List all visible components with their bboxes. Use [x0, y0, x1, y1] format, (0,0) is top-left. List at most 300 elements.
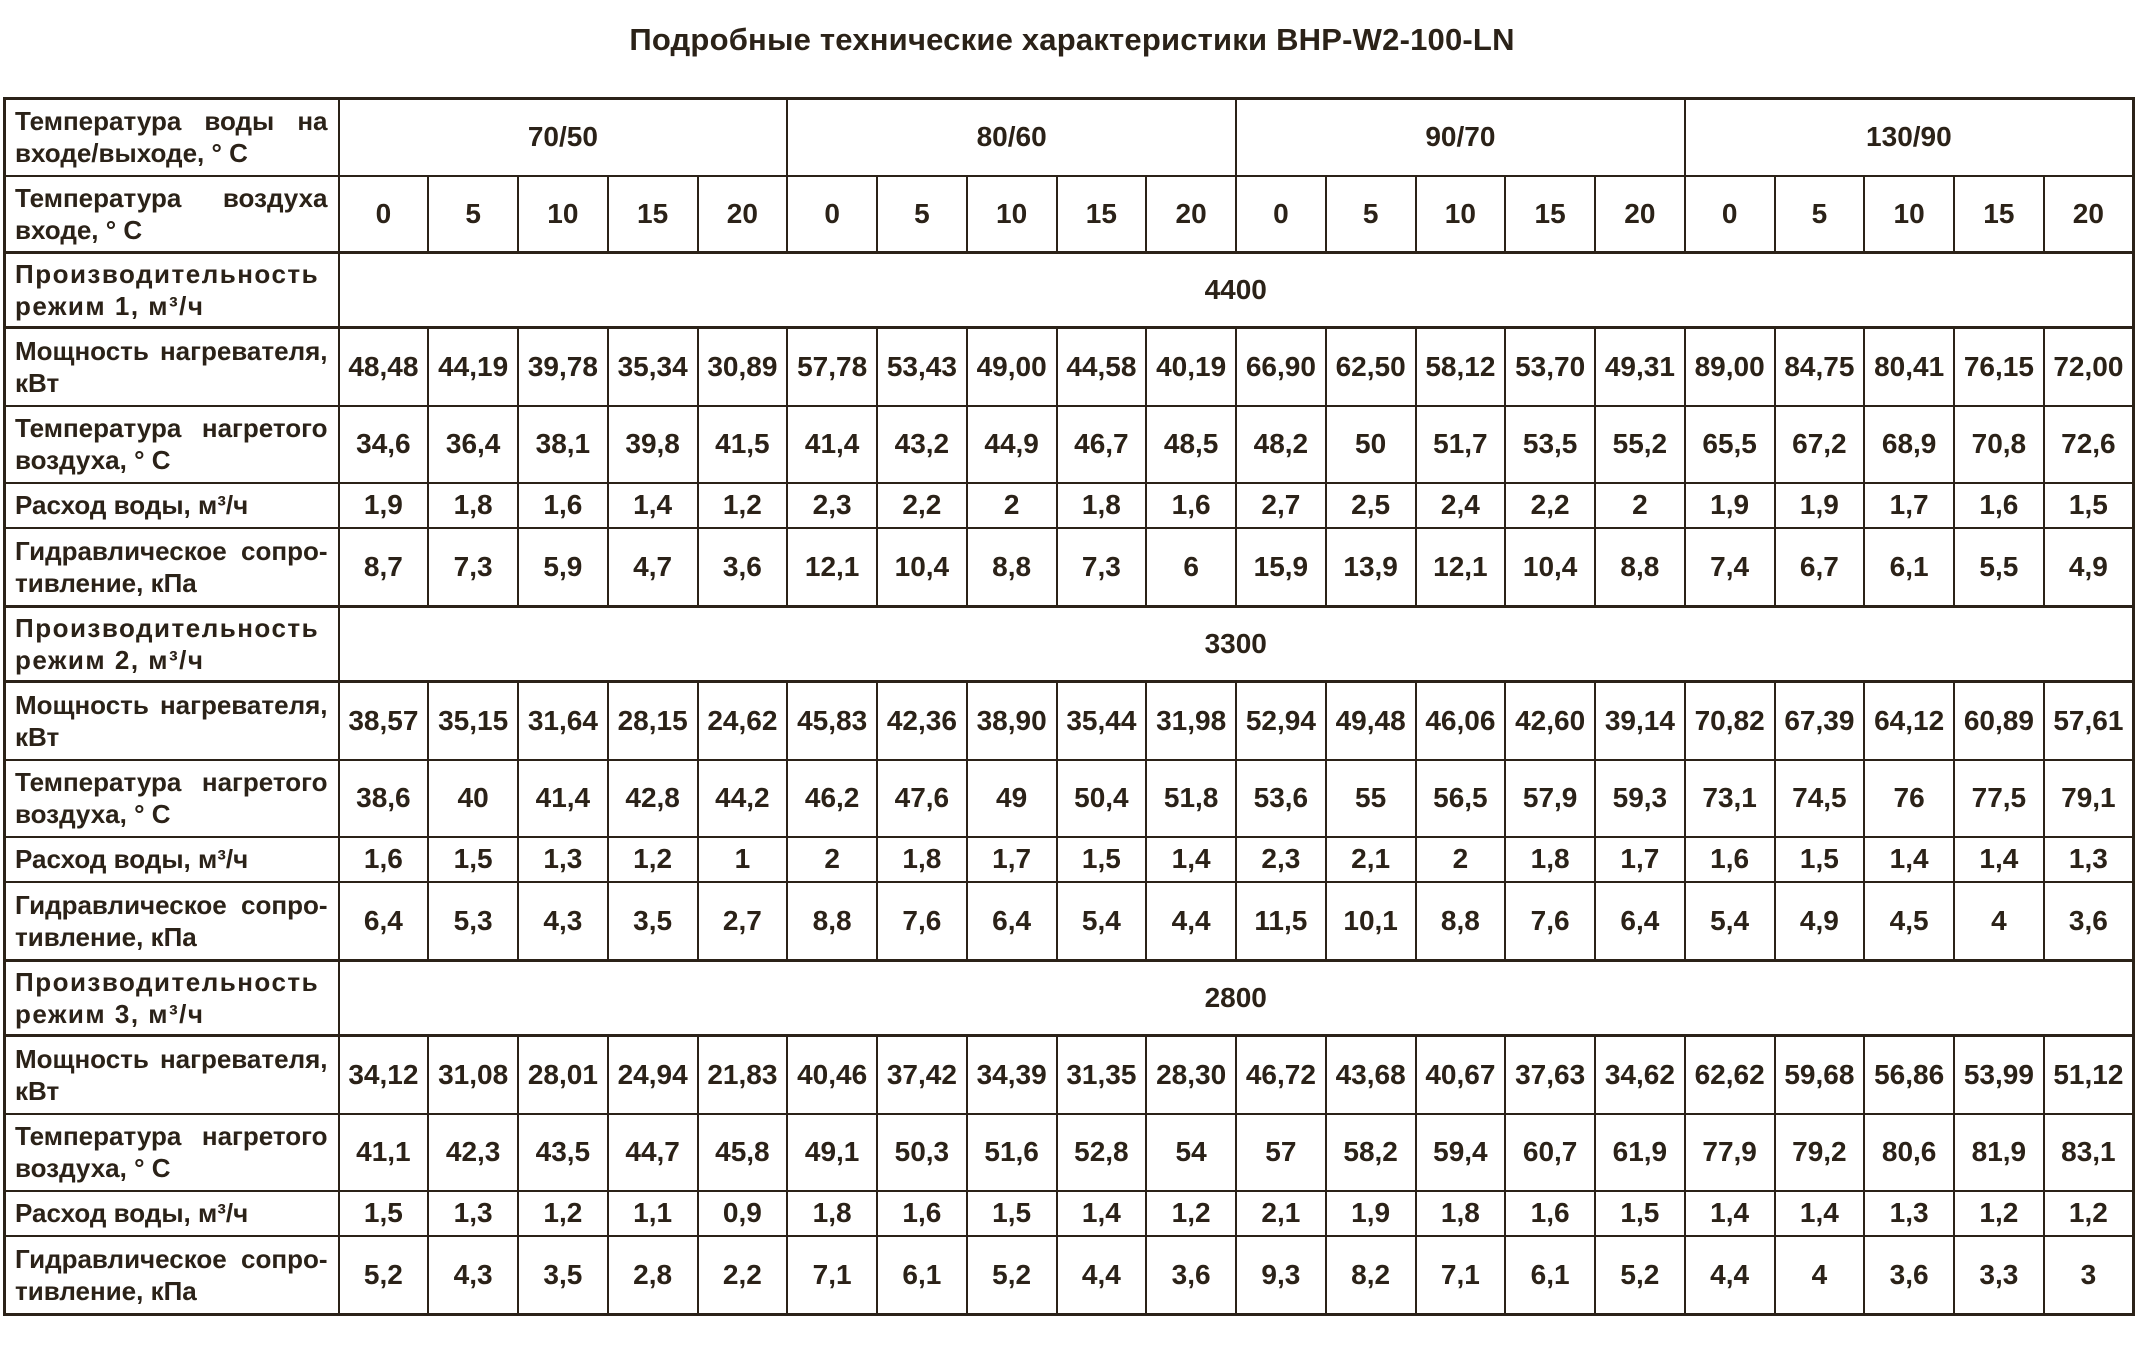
value-cell: 55,2 [1595, 406, 1685, 483]
value-cell: 20 [1595, 176, 1685, 253]
value-cell: 43,2 [877, 406, 967, 483]
capacity-value-mode-2: 3300 [339, 607, 2134, 682]
value-cell: 0 [1236, 176, 1326, 253]
value-cell: 1,8 [877, 837, 967, 882]
value-cell: 6,4 [1595, 882, 1685, 961]
value-cell: 10 [518, 176, 608, 253]
value-cell: 1,2 [698, 483, 788, 528]
value-cell: 2,2 [698, 1236, 788, 1315]
value-cell: 53,99 [1954, 1036, 2044, 1114]
value-cell: 56,5 [1416, 760, 1506, 837]
row-label-heated-air-temp: Температура нагретого воздуха, ° С [5, 1114, 339, 1191]
value-cell: 42,8 [608, 760, 698, 837]
value-cell: 59,4 [1416, 1114, 1506, 1191]
value-cell: 1,1 [608, 1191, 698, 1236]
value-cell: 61,9 [1595, 1114, 1685, 1191]
value-cell: 39,78 [518, 328, 608, 406]
value-cell: 60,7 [1505, 1114, 1595, 1191]
value-cell: 34,39 [967, 1036, 1057, 1114]
value-cell: 3,6 [1864, 1236, 1954, 1315]
value-cell: 8,8 [1416, 882, 1506, 961]
value-cell: 10,1 [1326, 882, 1416, 961]
value-cell: 20 [2044, 176, 2134, 253]
value-cell: 24,62 [698, 682, 788, 760]
value-cell: 2,2 [877, 483, 967, 528]
value-cell: 2,1 [1326, 837, 1416, 882]
value-cell: 62,62 [1685, 1036, 1775, 1114]
value-cell: 55 [1326, 760, 1416, 837]
value-cell: 1,2 [1954, 1191, 2044, 1236]
capacity-row-mode-2 [5, 607, 2134, 682]
value-cell: 43,5 [518, 1114, 608, 1191]
value-cell: 44,7 [608, 1114, 698, 1191]
value-cell: 3 [2044, 1236, 2134, 1315]
value-cell: 40 [428, 760, 518, 837]
value-cell: 43,68 [1326, 1036, 1416, 1114]
value-cell: 8,2 [1326, 1236, 1416, 1315]
heated-air-temp-row-mode-3 [5, 1114, 2134, 1191]
value-cell: 42,3 [428, 1114, 518, 1191]
value-cell: 73,1 [1685, 760, 1775, 837]
value-cell: 12,1 [787, 528, 877, 607]
heated-air-temp-row-mode-1 [5, 406, 2134, 483]
value-cell: 57,9 [1505, 760, 1595, 837]
value-cell: 67,2 [1775, 406, 1865, 483]
value-cell: 2,3 [1236, 837, 1326, 882]
value-cell: 49,1 [787, 1114, 877, 1191]
row-label-hydraulic-resistance: Гидравлическое сопро-тивление, кПа [5, 528, 339, 607]
value-cell: 1,7 [1864, 483, 1954, 528]
value-cell: 52,8 [1057, 1114, 1147, 1191]
value-cell: 2,3 [787, 483, 877, 528]
value-cell: 4,3 [428, 1236, 518, 1315]
value-cell: 5,4 [1685, 882, 1775, 961]
value-cell: 5,3 [428, 882, 518, 961]
value-cell: 4,4 [1057, 1236, 1147, 1315]
value-cell: 10,4 [1505, 528, 1595, 607]
value-cell: 80,6 [1864, 1114, 1954, 1191]
value-cell: 57,78 [787, 328, 877, 406]
value-cell: 40,46 [787, 1036, 877, 1114]
value-cell: 3,5 [608, 882, 698, 961]
value-cell: 1,4 [608, 483, 698, 528]
value-cell: 45,8 [698, 1114, 788, 1191]
row-label-capacity-mode-1: Производительность режим 1, м³/ч [5, 253, 339, 328]
value-cell: 3,6 [1146, 1236, 1236, 1315]
value-cell: 4,7 [608, 528, 698, 607]
value-cell: 1,4 [1775, 1191, 1865, 1236]
value-cell: 3,3 [1954, 1236, 2044, 1315]
power-row-mode-1 [5, 328, 2134, 406]
value-cell: 1,3 [1864, 1191, 1954, 1236]
value-cell: 31,08 [428, 1036, 518, 1114]
group-header-90-70: 90/70 [1236, 99, 1685, 176]
value-cell: 1,4 [1864, 837, 1954, 882]
value-cell: 53,6 [1236, 760, 1326, 837]
value-cell: 35,15 [428, 682, 518, 760]
value-cell: 44,2 [698, 760, 788, 837]
value-cell: 57 [1236, 1114, 1326, 1191]
value-cell: 10 [1416, 176, 1506, 253]
value-cell: 53,5 [1505, 406, 1595, 483]
value-cell: 1,5 [339, 1191, 429, 1236]
value-cell: 49,48 [1326, 682, 1416, 760]
value-cell: 74,5 [1775, 760, 1865, 837]
value-cell: 28,15 [608, 682, 698, 760]
value-cell: 64,12 [1864, 682, 1954, 760]
value-cell: 1,6 [1505, 1191, 1595, 1236]
value-cell: 46,06 [1416, 682, 1506, 760]
value-cell: 77,9 [1685, 1114, 1775, 1191]
value-cell: 0 [339, 176, 429, 253]
water-flow-row-mode-3 [5, 1191, 2134, 1236]
value-cell: 5,4 [1057, 882, 1147, 961]
value-cell: 1,8 [1505, 837, 1595, 882]
value-cell: 1,2 [608, 837, 698, 882]
value-cell: 6,4 [339, 882, 429, 961]
value-cell: 62,50 [1326, 328, 1416, 406]
value-cell: 53,43 [877, 328, 967, 406]
value-cell: 0 [1685, 176, 1775, 253]
row-label-heated-air-temp: Температура нагретого воздуха, ° С [5, 760, 339, 837]
value-cell: 1,6 [877, 1191, 967, 1236]
value-cell: 70,82 [1685, 682, 1775, 760]
value-cell: 37,42 [877, 1036, 967, 1114]
value-cell: 12,1 [1416, 528, 1506, 607]
value-cell: 76 [1864, 760, 1954, 837]
value-cell: 8,8 [967, 528, 1057, 607]
value-cell: 38,57 [339, 682, 429, 760]
value-cell: 48,5 [1146, 406, 1236, 483]
value-cell: 4,3 [518, 882, 608, 961]
value-cell: 3,6 [698, 528, 788, 607]
value-cell: 2 [1416, 837, 1506, 882]
value-cell: 31,98 [1146, 682, 1236, 760]
value-cell: 1,9 [1326, 1191, 1416, 1236]
capacity-value-mode-1: 4400 [339, 253, 2134, 328]
value-cell: 1,8 [1057, 483, 1147, 528]
value-cell: 39,14 [1595, 682, 1685, 760]
value-cell: 1,9 [1685, 483, 1775, 528]
value-cell: 5,2 [339, 1236, 429, 1315]
value-cell: 4 [1954, 882, 2044, 961]
value-cell: 20 [698, 176, 788, 253]
value-cell: 1,2 [1146, 1191, 1236, 1236]
value-cell: 1,4 [1057, 1191, 1147, 1236]
value-cell: 5 [877, 176, 967, 253]
value-cell: 7,1 [1416, 1236, 1506, 1315]
value-cell: 80,41 [1864, 328, 1954, 406]
value-cell: 8,7 [339, 528, 429, 607]
value-cell: 2,8 [608, 1236, 698, 1315]
value-cell: 47,6 [877, 760, 967, 837]
hydraulic-resistance-row-mode-2 [5, 882, 2134, 961]
value-cell: 30,89 [698, 328, 788, 406]
value-cell: 51,8 [1146, 760, 1236, 837]
value-cell: 9,3 [1236, 1236, 1326, 1315]
group-header-80-60: 80/60 [787, 99, 1236, 176]
row-label-hydraulic-resistance: Гидравлическое сопро-тивление, кПа [5, 882, 339, 961]
value-cell: 77,5 [1954, 760, 2044, 837]
row-label-capacity-mode-3: Производительность режим 3, м³/ч [5, 961, 339, 1036]
row-label-heated-air-temp: Температура нагретого воздуха, ° С [5, 406, 339, 483]
value-cell: 4 [1775, 1236, 1865, 1315]
value-cell: 20 [1146, 176, 1236, 253]
value-cell: 37,63 [1505, 1036, 1595, 1114]
value-cell: 2,1 [1236, 1191, 1326, 1236]
value-cell: 49,31 [1595, 328, 1685, 406]
value-cell: 1,8 [787, 1191, 877, 1236]
value-cell: 81,9 [1954, 1114, 2044, 1191]
value-cell: 1,5 [1775, 837, 1865, 882]
value-cell: 8,8 [787, 882, 877, 961]
value-cell: 8,8 [1595, 528, 1685, 607]
value-cell: 35,34 [608, 328, 698, 406]
value-cell: 40,67 [1416, 1036, 1506, 1114]
value-cell: 1,5 [428, 837, 518, 882]
value-cell: 15 [1505, 176, 1595, 253]
value-cell: 42,60 [1505, 682, 1595, 760]
value-cell: 28,01 [518, 1036, 608, 1114]
row-label-water-flow: Расход воды, м³/ч [5, 483, 339, 528]
water-flow-row-mode-1 [5, 483, 2134, 528]
value-cell: 2,2 [1505, 483, 1595, 528]
capacity-row-mode-1 [5, 253, 2134, 328]
value-cell: 10,4 [877, 528, 967, 607]
value-cell: 41,5 [698, 406, 788, 483]
value-cell: 50,3 [877, 1114, 967, 1191]
value-cell: 3,6 [2044, 882, 2134, 961]
value-cell: 72,6 [2044, 406, 2134, 483]
value-cell: 7,6 [1505, 882, 1595, 961]
value-cell: 4,5 [1864, 882, 1954, 961]
value-cell: 48,2 [1236, 406, 1326, 483]
value-cell: 65,5 [1685, 406, 1775, 483]
value-cell: 44,19 [428, 328, 518, 406]
value-cell: 45,83 [787, 682, 877, 760]
value-cell: 15 [1057, 176, 1147, 253]
heated-air-temp-row-mode-2 [5, 760, 2134, 837]
value-cell: 34,6 [339, 406, 429, 483]
value-cell: 1,2 [518, 1191, 608, 1236]
value-cell: 6,7 [1775, 528, 1865, 607]
value-cell: 1,6 [1954, 483, 2044, 528]
value-cell: 1,6 [1146, 483, 1236, 528]
value-cell: 44,58 [1057, 328, 1147, 406]
hydraulic-resistance-row-mode-3 [5, 1236, 2134, 1315]
value-cell: 6,1 [1864, 528, 1954, 607]
value-cell: 42,36 [877, 682, 967, 760]
value-cell: 66,90 [1236, 328, 1326, 406]
value-cell: 1,6 [1685, 837, 1775, 882]
value-cell: 4,9 [1775, 882, 1865, 961]
value-cell: 46,72 [1236, 1036, 1326, 1114]
value-cell: 31,35 [1057, 1036, 1147, 1114]
value-cell: 15,9 [1236, 528, 1326, 607]
value-cell: 38,1 [518, 406, 608, 483]
value-cell: 7,4 [1685, 528, 1775, 607]
value-cell: 79,1 [2044, 760, 2134, 837]
value-cell: 7,6 [877, 882, 967, 961]
value-cell: 51,7 [1416, 406, 1506, 483]
page-title: Подробные технические характеристики BHP-W2-100-LN [629, 22, 1515, 57]
value-cell: 5,2 [967, 1236, 1057, 1315]
value-cell: 46,2 [787, 760, 877, 837]
value-cell: 1,9 [339, 483, 429, 528]
value-cell: 3,5 [518, 1236, 608, 1315]
value-cell: 7,1 [787, 1236, 877, 1315]
value-cell: 1,7 [967, 837, 1057, 882]
value-cell: 39,8 [608, 406, 698, 483]
value-cell: 15 [608, 176, 698, 253]
value-cell: 10 [967, 176, 1057, 253]
row-label-water-flow: Расход воды, м³/ч [5, 837, 339, 882]
value-cell: 31,64 [518, 682, 608, 760]
row-label-capacity-mode-2: Производительность режим 2, м³/ч [5, 607, 339, 682]
value-cell: 1,4 [1685, 1191, 1775, 1236]
value-cell: 4,9 [2044, 528, 2134, 607]
value-cell: 1,4 [1954, 837, 2044, 882]
value-cell: 6 [1146, 528, 1236, 607]
value-cell: 51,12 [2044, 1036, 2134, 1114]
value-cell: 1,6 [339, 837, 429, 882]
value-cell: 1,8 [1416, 1191, 1506, 1236]
row-label-air-temp: Температура воздуха входе, ° С [5, 176, 339, 253]
value-cell: 2 [787, 837, 877, 882]
row-label-hydraulic-resistance: Гидравлическое сопро-тивление, кПа [5, 1236, 339, 1315]
power-row-mode-3 [5, 1036, 2134, 1114]
value-cell: 1 [698, 837, 788, 882]
value-cell: 15 [1954, 176, 2044, 253]
value-cell: 41,4 [518, 760, 608, 837]
value-cell: 51,6 [967, 1114, 1057, 1191]
value-cell: 49,00 [967, 328, 1057, 406]
value-cell: 1,7 [1595, 837, 1685, 882]
value-cell: 5 [1326, 176, 1416, 253]
value-cell: 49 [967, 760, 1057, 837]
row-label-heater-power: Мощность нагревателя, кВт [5, 682, 339, 760]
value-cell: 34,62 [1595, 1036, 1685, 1114]
value-cell: 2,5 [1326, 483, 1416, 528]
value-cell: 79,2 [1775, 1114, 1865, 1191]
row-label-water-flow: Расход воды, м³/ч [5, 1191, 339, 1236]
value-cell: 83,1 [2044, 1114, 2134, 1191]
value-cell: 41,1 [339, 1114, 429, 1191]
value-cell: 2,7 [698, 882, 788, 961]
value-cell: 84,75 [1775, 328, 1865, 406]
value-cell: 7,3 [428, 528, 518, 607]
value-cell: 6,4 [967, 882, 1057, 961]
value-cell: 54 [1146, 1114, 1236, 1191]
value-cell: 52,94 [1236, 682, 1326, 760]
value-cell: 1,3 [2044, 837, 2134, 882]
power-row-mode-2 [5, 682, 2134, 760]
water-temp-header-row [5, 99, 2134, 176]
value-cell: 48,48 [339, 328, 429, 406]
water-flow-row-mode-2 [5, 837, 2134, 882]
hydraulic-resistance-row-mode-1 [5, 528, 2134, 607]
value-cell: 13,9 [1326, 528, 1416, 607]
row-label-heater-power: Мощность нагревателя, кВт [5, 328, 339, 406]
air-temp-row [5, 176, 2134, 253]
value-cell: 2,7 [1236, 483, 1326, 528]
value-cell: 6,1 [1505, 1236, 1595, 1315]
value-cell: 1,3 [428, 1191, 518, 1236]
value-cell: 56,86 [1864, 1036, 1954, 1114]
value-cell: 0,9 [698, 1191, 788, 1236]
value-cell: 2 [1595, 483, 1685, 528]
group-header-130-90: 130/90 [1685, 99, 2134, 176]
value-cell: 7,3 [1057, 528, 1147, 607]
value-cell: 58,2 [1326, 1114, 1416, 1191]
value-cell: 59,68 [1775, 1036, 1865, 1114]
value-cell: 44,9 [967, 406, 1057, 483]
value-cell: 1,9 [1775, 483, 1865, 528]
value-cell: 53,70 [1505, 328, 1595, 406]
value-cell: 38,90 [967, 682, 1057, 760]
value-cell: 57,61 [2044, 682, 2134, 760]
value-cell: 41,4 [787, 406, 877, 483]
value-cell: 59,3 [1595, 760, 1685, 837]
value-cell: 50 [1326, 406, 1416, 483]
value-cell: 72,00 [2044, 328, 2134, 406]
capacity-value-mode-3: 2800 [339, 961, 2134, 1036]
row-label-heater-power: Мощность нагревателя, кВт [5, 1036, 339, 1114]
value-cell: 5,9 [518, 528, 608, 607]
value-cell: 5,5 [1954, 528, 2044, 607]
value-cell: 1,3 [518, 837, 608, 882]
value-cell: 40,19 [1146, 328, 1236, 406]
value-cell: 60,89 [1954, 682, 2044, 760]
value-cell: 58,12 [1416, 328, 1506, 406]
value-cell: 2 [967, 483, 1057, 528]
value-cell: 4,4 [1146, 882, 1236, 961]
value-cell: 2,4 [1416, 483, 1506, 528]
value-cell: 5,2 [1595, 1236, 1685, 1315]
value-cell: 10 [1864, 176, 1954, 253]
row-label-water-temp: Температура воды на входе/выходе, ° С [5, 99, 339, 176]
value-cell: 1,6 [518, 483, 608, 528]
value-cell: 6,1 [877, 1236, 967, 1315]
value-cell: 89,00 [1685, 328, 1775, 406]
value-cell: 21,83 [698, 1036, 788, 1114]
value-cell: 1,4 [1146, 837, 1236, 882]
value-cell: 68,9 [1864, 406, 1954, 483]
group-header-70-50: 70/50 [339, 99, 788, 176]
value-cell: 67,39 [1775, 682, 1865, 760]
value-cell: 35,44 [1057, 682, 1147, 760]
value-cell: 1,5 [1595, 1191, 1685, 1236]
value-cell: 36,4 [428, 406, 518, 483]
value-cell: 1,5 [2044, 483, 2134, 528]
value-cell: 4,4 [1685, 1236, 1775, 1315]
value-cell: 50,4 [1057, 760, 1147, 837]
value-cell: 70,8 [1954, 406, 2044, 483]
value-cell: 11,5 [1236, 882, 1326, 961]
value-cell: 24,94 [608, 1036, 698, 1114]
value-cell: 5 [1775, 176, 1865, 253]
value-cell: 5 [428, 176, 518, 253]
value-cell: 28,30 [1146, 1036, 1236, 1114]
value-cell: 1,2 [2044, 1191, 2134, 1236]
value-cell: 0 [787, 176, 877, 253]
value-cell: 76,15 [1954, 328, 2044, 406]
value-cell: 1,5 [1057, 837, 1147, 882]
capacity-row-mode-3 [5, 961, 2134, 1036]
value-cell: 34,12 [339, 1036, 429, 1114]
spec-table [3, 97, 2135, 1316]
value-cell: 1,8 [428, 483, 518, 528]
